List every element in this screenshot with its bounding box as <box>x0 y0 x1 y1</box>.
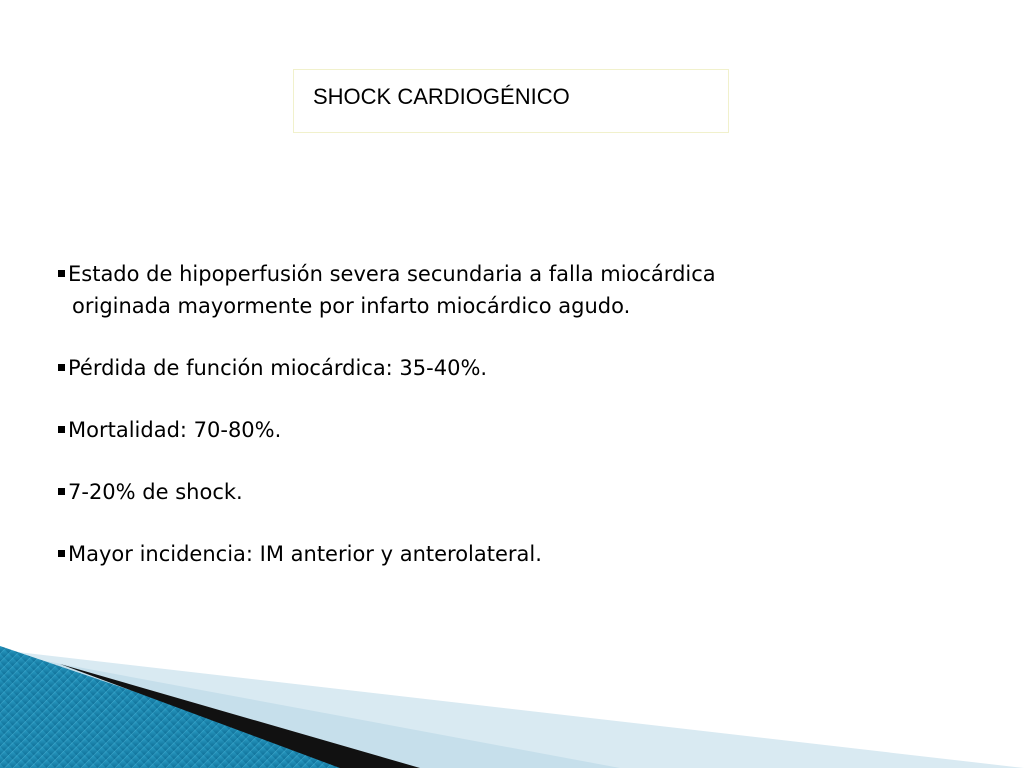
bullet-list <box>56 258 956 600</box>
list-item-continuation: originada mayormente por infarto miocárdico agudo. <box>72 294 631 318</box>
slide-title: SHOCK CARDIOGÉNICO <box>313 84 570 109</box>
list-item-text: Mortalidad: 70-80%. <box>68 418 282 442</box>
list-item-text: Mayor incidencia: IM anterior y anterolateral. <box>68 542 542 566</box>
list-item-text: Pérdida de función miocárdica: 35-40%. <box>68 356 488 380</box>
list-item <box>56 352 956 384</box>
square-bullet-icon <box>56 476 68 508</box>
title-box <box>293 69 729 133</box>
list-item <box>56 414 956 446</box>
square-bullet-icon <box>56 258 68 322</box>
list-item <box>56 258 956 322</box>
list-item <box>56 538 956 570</box>
square-bullet-icon <box>56 538 68 570</box>
list-item-text: 7-20% de shock. <box>68 480 243 504</box>
list-item-text: Estado de hipoperfusión severa secundaria a falla miocárdica <box>68 262 716 286</box>
square-bullet-icon <box>56 352 68 384</box>
square-bullet-icon <box>56 414 68 446</box>
list-item <box>56 476 956 508</box>
